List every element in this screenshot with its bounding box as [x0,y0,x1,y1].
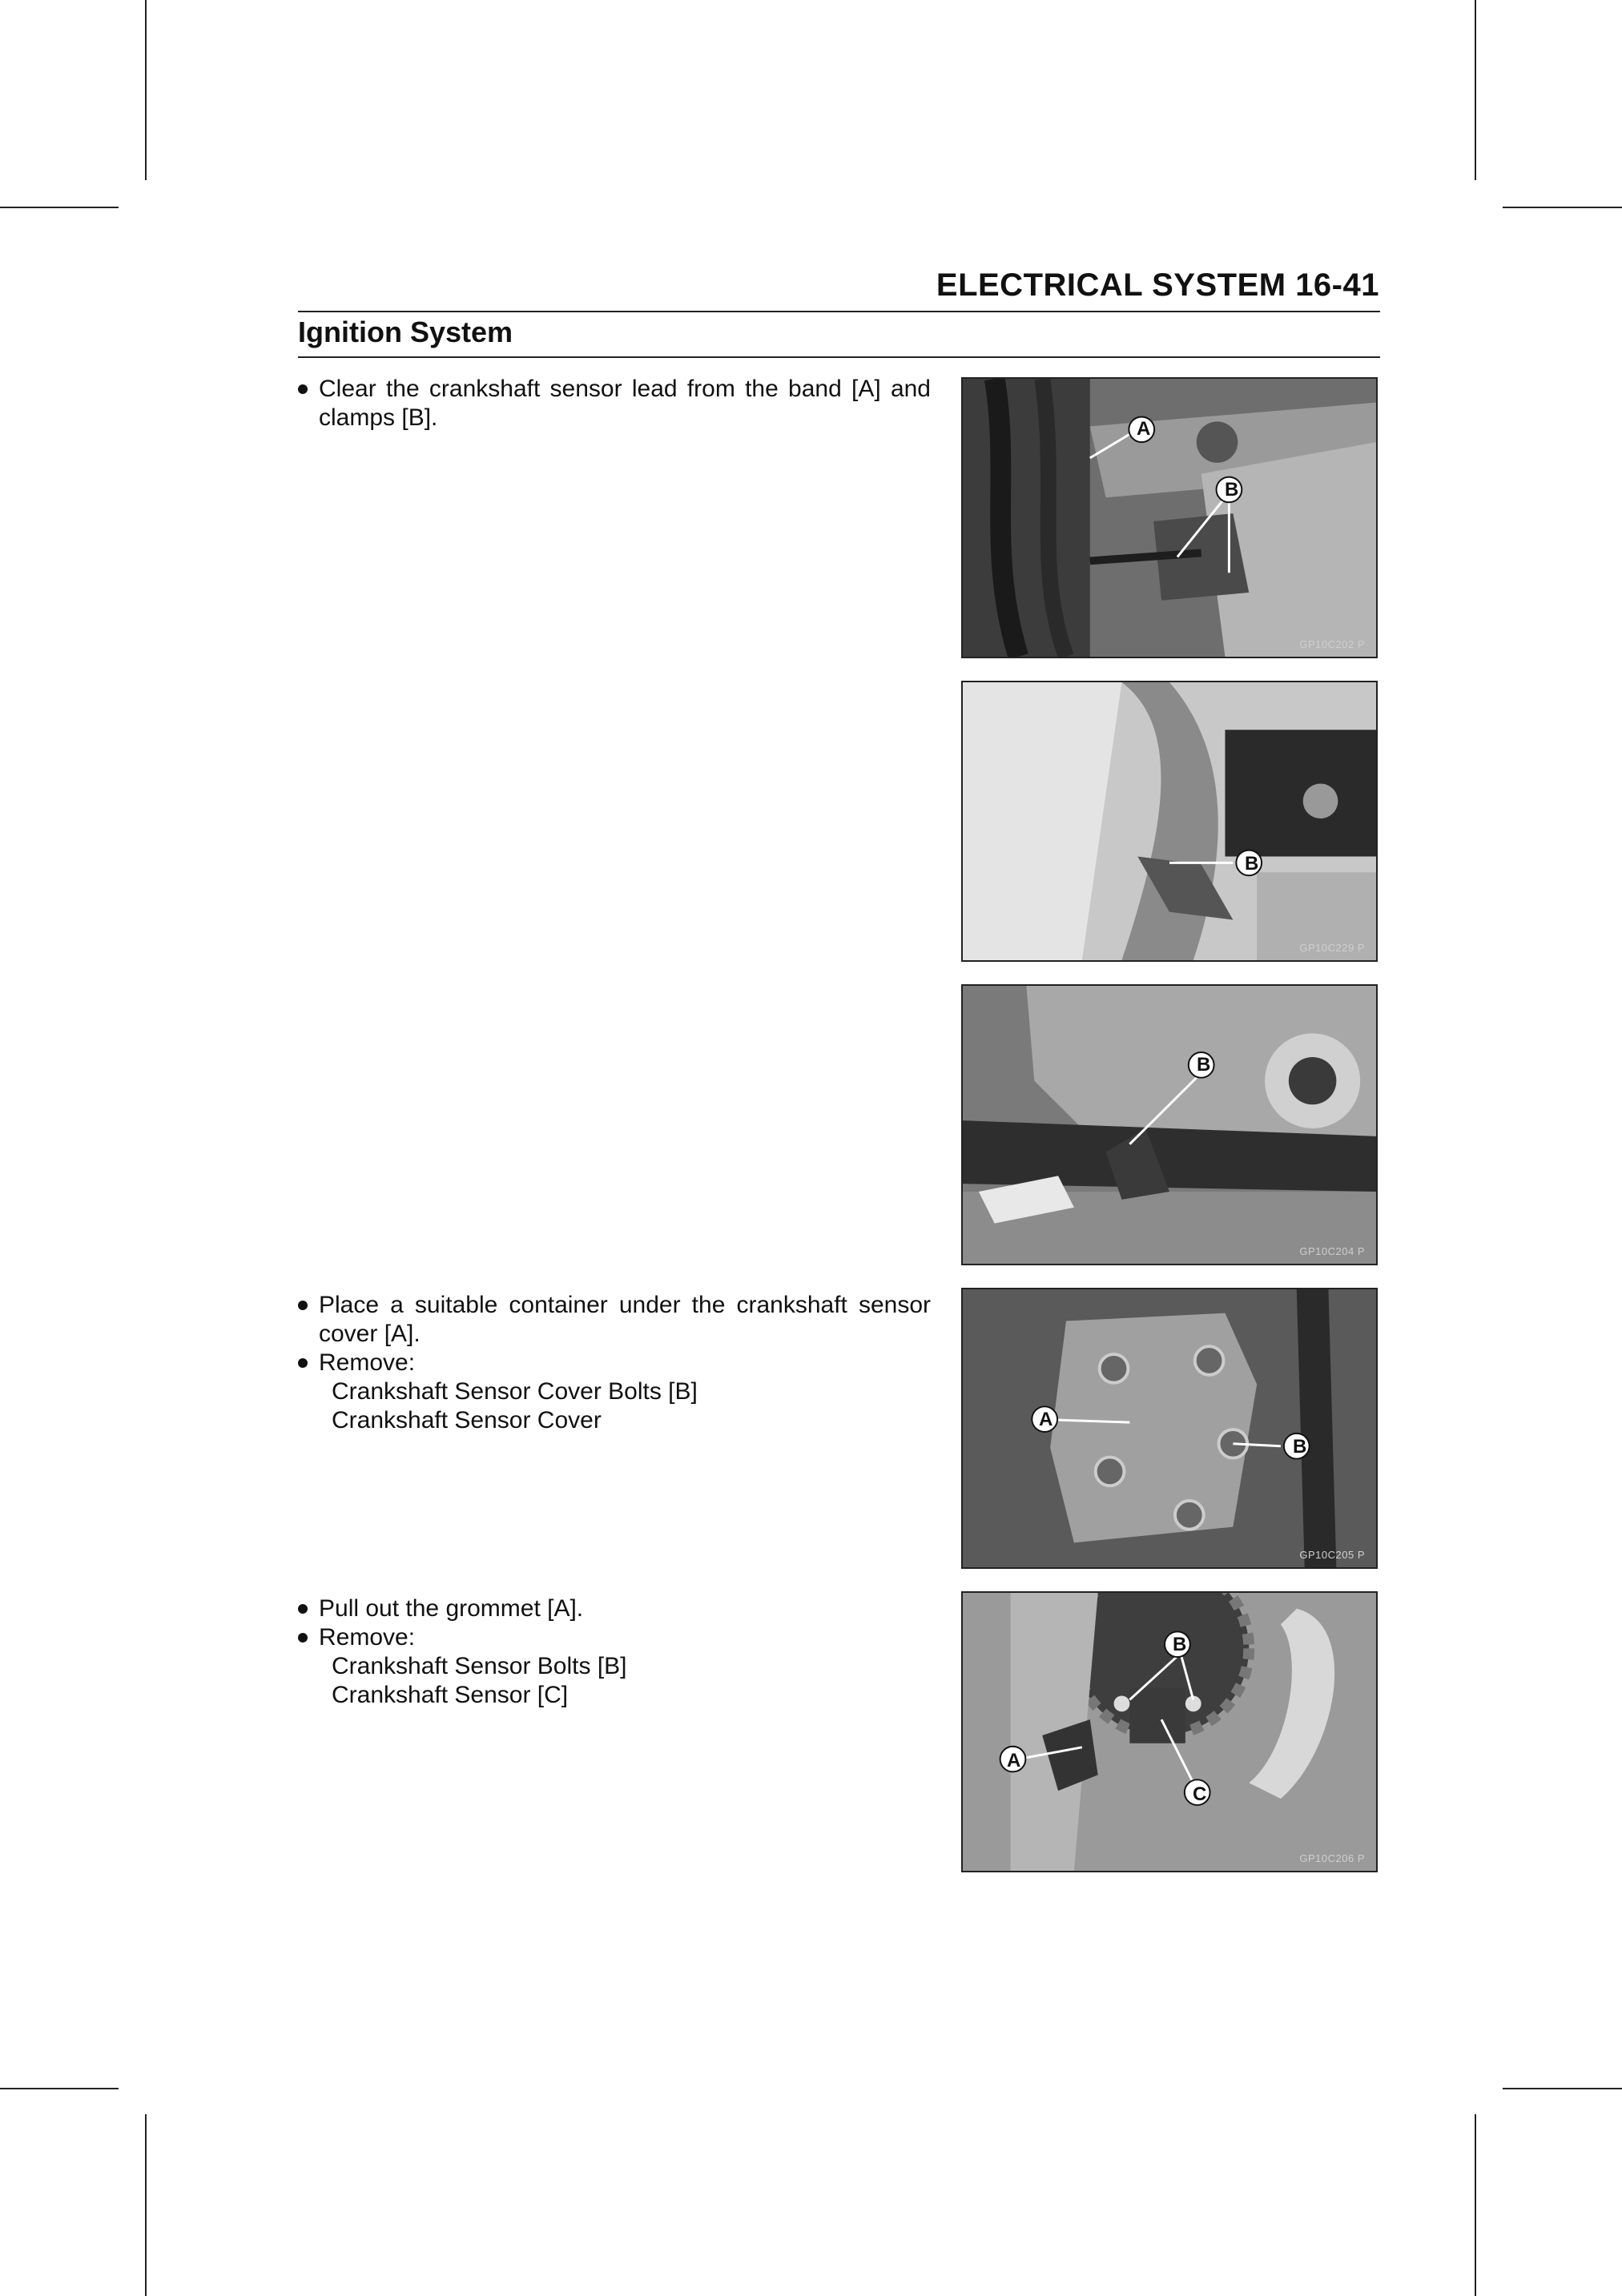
bullet-dot-icon [298,1358,308,1368]
crop-mark [1475,2114,1476,2296]
instruction-text: Pull out the grommet [A]. [319,1595,584,1622]
instruction-bullet [298,1291,931,1349]
crop-mark [0,2088,119,2089]
bullet-dot-icon [298,1301,308,1310]
section-rule [298,356,1380,358]
photo-illustration [963,379,1376,657]
callout-label-b: B [1245,853,1259,875]
instruction-bullet [298,1623,931,1652]
instruction-text: Remove: [319,1624,416,1651]
crop-mark [1503,207,1622,208]
crop-mark [1503,2088,1622,2089]
photo-code: GP10C205 P [1299,1549,1365,1561]
photo-illustration [963,1289,1376,1567]
removal-item: Crankshaft Sensor [C] [332,1682,569,1708]
photo-illustration [963,986,1376,1264]
photo-sensor-cover [961,1288,1378,1569]
photo-crankshaft-sensor [961,1591,1378,1872]
callout-label-a: A [1007,1750,1021,1771]
header-rule [298,311,1380,312]
photo-clamp-bracket [961,984,1378,1265]
crop-mark [0,207,119,208]
removal-item: Crankshaft Sensor Cover [332,1407,602,1433]
instruction-bullet [298,1349,931,1377]
removal-item: Crankshaft Sensor Bolts [B] [332,1653,627,1679]
bullet-dot-icon [298,384,308,394]
callout-label-c: C [1193,1783,1207,1805]
callout-label-b: B [1173,1634,1187,1655]
instruction-bullet [298,1594,931,1623]
photo-illustration [963,1593,1376,1871]
callout-label-b: B [1225,479,1239,501]
crop-mark [1475,0,1476,180]
crop-mark [145,2114,147,2296]
section-title: Ignition System [298,316,513,348]
photo-sensor-lead-band [961,377,1378,658]
instruction-text: Place a suitable container under the crankshaft sensor cover [A]. [319,1292,931,1347]
callout-label-a: A [1039,1409,1053,1430]
photo-illustration [963,682,1376,960]
removal-item: Crankshaft Sensor Cover Bolts [B] [332,1378,698,1405]
bullet-dot-icon [298,1633,308,1643]
instruction-block-2 [298,1291,931,1435]
instruction-bullet [298,375,931,432]
callout-label-b: B [1197,1054,1211,1076]
photo-code: GP10C202 P [1299,638,1365,650]
instruction-text: Remove: [319,1349,416,1376]
photo-clamp [961,681,1378,962]
photo-code: GP10C229 P [1299,942,1365,954]
photo-code: GP10C204 P [1299,1245,1365,1257]
callout-label-b: B [1293,1436,1307,1458]
page-header-title: ELECTRICAL SYSTEM 16-41 [936,267,1379,303]
instruction-block-1 [298,375,931,432]
photo-code: GP10C206 P [1299,1852,1365,1864]
callout-label-a: A [1137,418,1151,440]
instruction-text: Clear the crankshaft sensor lead from the band [A] and clamps [B]. [319,376,931,431]
crop-mark [145,0,147,180]
bullet-dot-icon [298,1604,308,1614]
instruction-block-3 [298,1594,931,1710]
